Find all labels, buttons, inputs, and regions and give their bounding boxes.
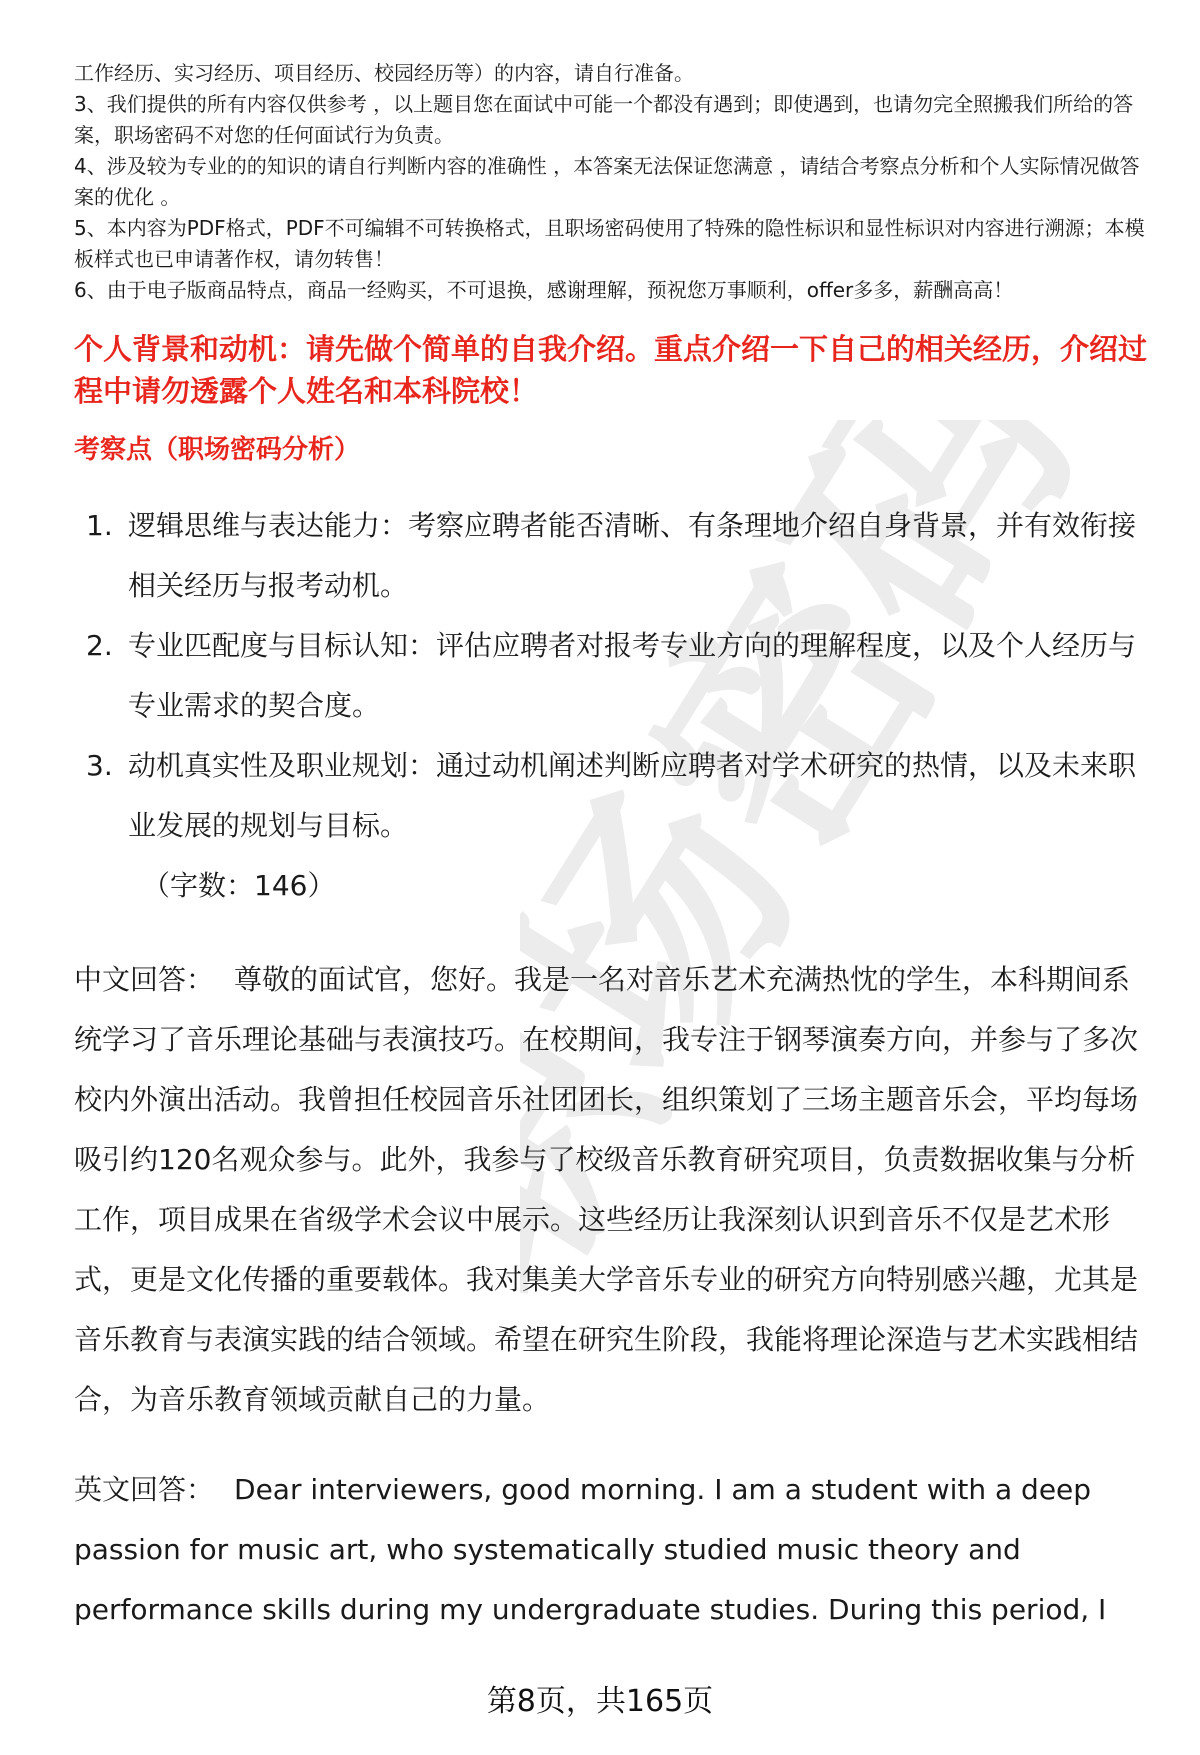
list-item bbox=[74, 736, 1152, 856]
section-title: 考察点（职场密码分析） bbox=[74, 435, 361, 465]
svg-text:职场密码: 职场密码 bbox=[520, 420, 1080, 1320]
answer-chinese bbox=[74, 950, 1152, 1430]
answer-label: 英文回答： bbox=[74, 1473, 215, 1506]
question-heading: 个人背景和动机：请先做个简单的自我介绍。重点介绍一下自己的相关经历，介绍过程中请勿透露个人姓名和本科院校！ bbox=[74, 332, 1148, 408]
list-item-number: 3. bbox=[86, 749, 113, 782]
list-item bbox=[74, 496, 1152, 616]
points-list bbox=[74, 496, 1152, 856]
list-item-text: 动机真实性及职业规划：通过动机阐述判断应聘者对学术研究的热情，以及未来职业发展的规划与目标。 bbox=[128, 749, 1137, 842]
note-line: 6、由于电子版商品特点，商品一经购买，不可退换，感谢理解，预祝您万事顺利，offer多多，薪酬高高！ bbox=[74, 278, 1014, 302]
note-line: 3、我们提供的所有内容仅供参考 ，以上题目您在面试中可能一个都没有遇到；即使遇到，也请勿完全照搬我们所给的答案，职场密码不对您的任何面试行为负责。 bbox=[74, 92, 1134, 147]
answer-text: Dear interviewers, good morning. I am a student with a deep passion for music art, who systematically studied music theory and performance skills during my undergraduate studies. During this period, I bbox=[74, 1473, 1107, 1626]
note-line: 工作经历、实习经历、项目经历、校园经历等）的内容，请自行准备。 bbox=[74, 61, 694, 85]
note-line: 4、涉及较为专业的的知识的请自行判断内容的准确性 ，本答案无法保证您满意 ，请结合考察点分析和个人实际情况做答案的优化 。 bbox=[74, 154, 1140, 209]
answer-text: 尊敬的面试官，您好。我是一名对音乐艺术充满热忱的学生，本科期间系统学习了音乐理论基础与表演技巧。在校期间，我专注于钢琴演奏方向，并参与了多次校内外演出活动。我曾担任校园音乐社团团长，组织策划了三场主题音乐会，平均每场吸引约120名观众参与。此外，我参与了校级音乐教育研究项目，负责数据收集与分析工作，项目成果在省级学术会议中展示。这些经历让我深刻认识到音乐不仅是艺术形式，更是文化传播的重要载体。我对集美大学音乐专业的研究方向特别感兴趣，尤其是音乐教育与表演实践的结合领域。希望在研究生阶段，我能将理论深造与艺术实践相结合，为音乐教育领域贡献自己的力量。 bbox=[74, 963, 1139, 1416]
notes-block bbox=[74, 58, 1154, 306]
answer-english bbox=[74, 1460, 1152, 1640]
list-item-text: 专业匹配度与目标认知：评估应聘者对报考专业方向的理解程度，以及个人经历与专业需求的契合度。 bbox=[128, 629, 1137, 722]
answer-label: 中文回答： bbox=[74, 963, 215, 996]
list-item-number: 2. bbox=[86, 629, 113, 662]
page-content bbox=[74, 58, 1154, 1640]
list-item bbox=[74, 616, 1152, 736]
word-count: （字数：146） bbox=[142, 869, 336, 902]
note-line: 5、本内容为PDF格式，PDF不可编辑不可转换格式，且职场密码使用了特殊的隐性标识和显性标识对内容进行溯源；本模板样式也已申请著作权，请勿转售！ bbox=[74, 216, 1145, 271]
page-number: 第8页，共165页 bbox=[486, 1684, 714, 1719]
list-item-number: 1. bbox=[86, 509, 113, 542]
list-item-text: 逻辑思维与表达能力：考察应聘者能否清晰、有条理地介绍自身背景，并有效衔接相关经历与报考动机。 bbox=[128, 509, 1137, 602]
